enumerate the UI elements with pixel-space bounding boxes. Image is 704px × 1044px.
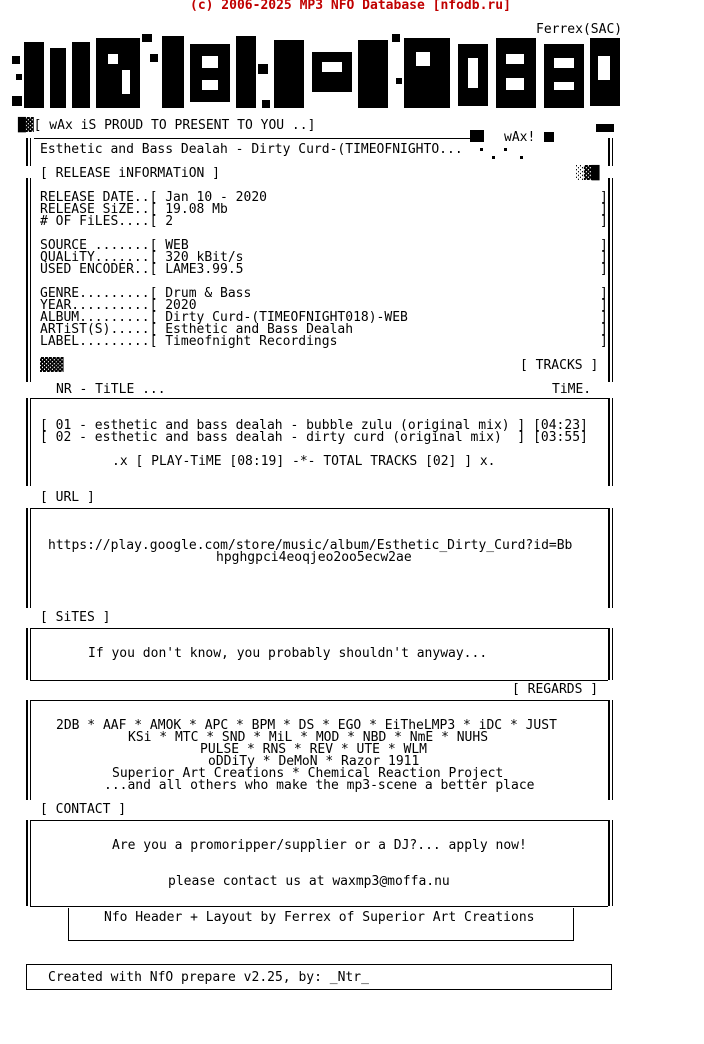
frame-right — [608, 700, 613, 800]
frame-left — [26, 138, 31, 166]
frame-right — [608, 628, 613, 680]
footer-credit: Nfo Header + Layout by Ferrex of Superior Art Creations — [104, 910, 535, 925]
info-release-size: RELEASE SiZE..[ 19.08 Mb — [40, 202, 228, 217]
created-with: Created with NfO prepare v2.25, by: _Ntr_ — [48, 970, 369, 985]
bracket-column: ] ] ] ] ] ] ] ] ] ] ] — [600, 190, 608, 349]
info-label: LABEL.........[ Timeofnight Recordings — [40, 334, 338, 349]
frame-right — [608, 820, 613, 906]
frame-left — [26, 508, 31, 608]
frame-left — [26, 700, 31, 800]
deco-block — [596, 124, 614, 132]
info-year: YEAR..........[ 2020 — [40, 298, 197, 313]
frame-right — [608, 398, 613, 486]
info-album: ALBUM.........[ Dirty Curd-(TIMEOFNIGHT018)-WEB — [40, 310, 408, 325]
info-quality: QUALiTY.......[ 320 kBit/s — [40, 250, 244, 265]
rule — [30, 820, 608, 821]
contact-heading: [ CONTACT ] — [40, 802, 127, 817]
sites-text: If you don't know, you probably shouldn't anyway... — [88, 646, 488, 661]
frame-left — [26, 398, 31, 486]
url-link-continued[interactable]: hpghgpci4eoqjeo2oo5ecw2ae — [216, 550, 412, 565]
track-row: [ 02 - esthetic and bass dealah - dirty curd (original mix) ] [03:55] — [40, 430, 588, 445]
deco-dot — [492, 156, 495, 159]
release-title: Esthetic and Bass Dealah - Dirty Curd-(TIMEOFNIGHTO... — [40, 142, 463, 157]
deco-block — [470, 130, 484, 142]
frame-left — [26, 178, 31, 382]
col-time: TiME. — [552, 382, 592, 397]
regards-line: KSi * MTC * SND * MiL * MOD * NBD * NmE * NUHS — [128, 730, 489, 745]
logo-tag: wAx! — [504, 130, 536, 145]
info-file-count: # OF FiLES....[ 2 — [40, 214, 174, 229]
deco-shade: ░▓█ — [576, 166, 600, 181]
frame-left — [26, 820, 31, 906]
release-info-heading: [ RELEASE iNFORMATiON ] — [40, 166, 221, 181]
rule — [30, 508, 608, 509]
site-banner: (c) 2006-2025 MP3 NFO Database [nfodb.ru] — [190, 0, 511, 13]
info-encoder: USED ENCODER..[ LAME3.99.5 — [40, 262, 244, 277]
deco-shade: ▓▓▓ — [40, 358, 64, 373]
frame-right — [608, 178, 613, 382]
tracks-summary: .x [ PLAY-TiME [08:19] -*- TOTAL TRACKS [02] ] x. — [112, 454, 496, 469]
info-source: SOURCE .......[ WEB — [40, 238, 189, 253]
frame-right — [608, 138, 613, 166]
contact-email[interactable]: please contact us at waxmp3@moffa.nu — [168, 874, 450, 889]
rule — [30, 628, 608, 629]
url-heading: [ URL ] — [40, 490, 95, 505]
regards-line: Superior Art Creations * Chemical Reaction Project — [112, 766, 504, 781]
deco-dot — [504, 148, 507, 151]
col-nr-title: NR - TiTLE ... — [56, 382, 166, 397]
regards-heading: [ REGARDS ] — [512, 682, 599, 697]
info-artist: ARTiST(S).....[ Esthetic and Bass Dealah — [40, 322, 354, 337]
regards-line: ...and all others who make the mp3-scene a better place — [104, 778, 535, 793]
regards-line: oDDiTy * DeMoN * Razor 1911 — [208, 754, 420, 769]
deco-block — [544, 132, 554, 142]
intro-text: [ wAx iS PROUD TO PRESENT TO YOU ..] — [33, 118, 316, 133]
frame-right — [608, 508, 613, 608]
ascii-logo — [12, 34, 624, 120]
url-link[interactable]: https://play.google.com/store/music/album/Esthetic_Dirty_Curd?id=Bb — [48, 538, 573, 553]
deco-dot — [480, 148, 483, 151]
regards-line: 2DB * AAF * AMOK * APC * BPM * DS * EGO * EiTheLMP3 * iDC * JUST — [56, 718, 557, 733]
regards-line: PULSE * RNS * REV * UTE * WLM — [200, 742, 427, 757]
sites-heading: [ SiTES ] — [40, 610, 111, 625]
logo-credit: Ferrex(SAC) — [536, 22, 623, 37]
deco-dot — [520, 156, 523, 159]
rule — [30, 680, 608, 681]
track-row: [ 01 - esthetic and bass dealah - bubble zulu (original mix) ] [04:23] — [40, 418, 588, 433]
info-genre: GENRE.........[ Drum & Bass — [40, 286, 252, 301]
rule — [34, 138, 474, 139]
tracks-heading: [ TRACKS ] — [520, 358, 599, 373]
rule — [30, 700, 608, 701]
contact-line: Are you a promoripper/supplier or a DJ?... apply now! — [112, 838, 527, 853]
info-release-date: RELEASE DATE..[ Jan 10 - 2020 — [40, 190, 267, 205]
rule — [30, 906, 608, 907]
frame-left — [26, 628, 31, 680]
rule — [30, 398, 608, 399]
